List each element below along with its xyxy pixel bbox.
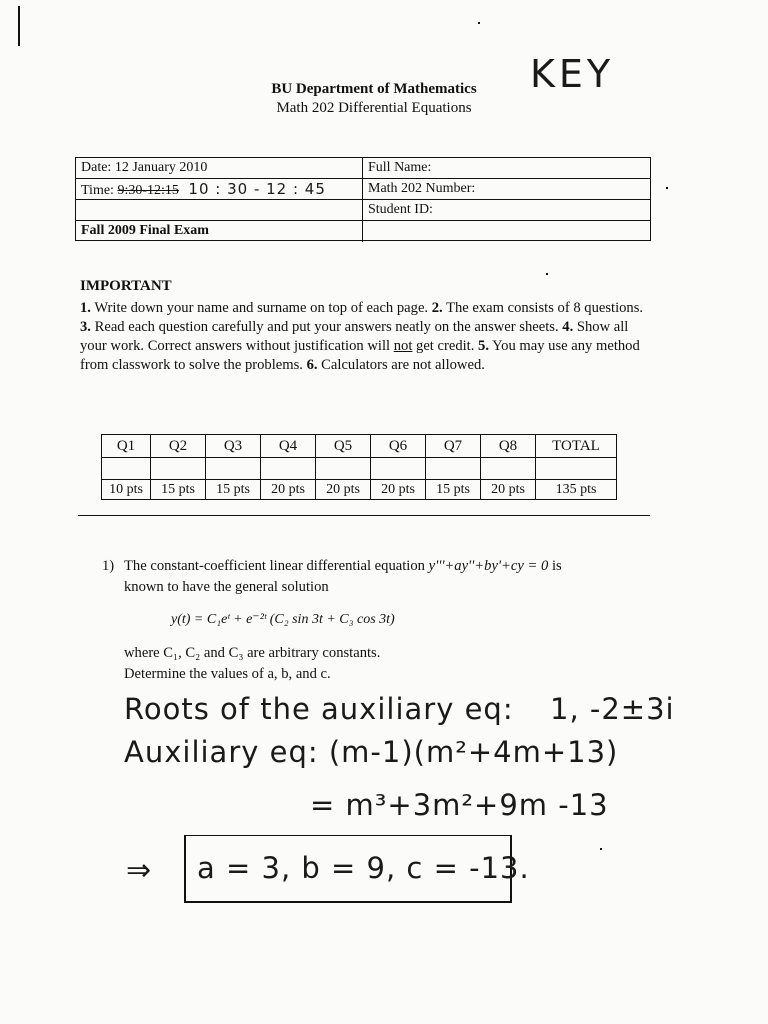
date-cell: Date: 12 January 2010 <box>76 158 363 178</box>
score-header: Q5 <box>316 435 371 458</box>
question-text <box>124 558 562 575</box>
instruction-text: The exam consists of 8 questions. <box>442 300 644 316</box>
handwritten-roots-label: Roots of the auxiliary eq: <box>124 692 514 726</box>
instruction-number: 4. <box>562 319 574 335</box>
score-header: TOTAL <box>536 435 617 458</box>
score-points: 20 pts <box>371 480 426 500</box>
student-id-field[interactable]: Student ID: <box>368 202 433 217</box>
instruction-number: 2. <box>431 300 443 316</box>
scan-edge-mark <box>18 6 20 46</box>
differential-equation: y'''+ay''+by'+cy = 0 <box>428 558 549 574</box>
score-entry-cell[interactable] <box>481 458 536 480</box>
handwritten-auxiliary-equation: Auxiliary eq: (m-1)(m²+4m+13) <box>124 735 619 769</box>
instruction-number: 5. <box>478 338 489 354</box>
time-cell <box>76 179 363 199</box>
implies-arrow-icon: ⇒ <box>126 853 153 888</box>
time-label: Time: <box>81 183 114 198</box>
score-header: Q8 <box>481 435 536 458</box>
score-entry-cell[interactable] <box>102 458 151 480</box>
info-row <box>76 200 650 221</box>
instruction-text: Calculators are not allowed. <box>317 357 485 373</box>
instruction-number: 6. <box>306 357 318 373</box>
score-points-row <box>102 480 617 500</box>
full-name-field[interactable]: Full Name: <box>368 160 432 175</box>
general-solution-formula: y(t) = C₁eᵗ + e⁻²ᵗ (C₂ sin 3t + C₃ cos 3t) <box>171 612 395 627</box>
department-title: BU Department of Mathematics <box>271 81 477 97</box>
score-entry-cell[interactable] <box>371 458 426 480</box>
info-row <box>76 179 650 200</box>
info-row <box>76 158 650 179</box>
score-header: Q2 <box>151 435 206 458</box>
score-points: 20 pts <box>316 480 371 500</box>
empty-cell <box>363 221 650 242</box>
question-text-part: The constant-coefficient linear differential equation <box>124 558 429 574</box>
instructions-paragraph <box>80 299 652 375</box>
scan-speck <box>666 187 668 189</box>
handwritten-roots-values: 1, -2±3i <box>550 692 675 726</box>
score-table <box>101 434 617 500</box>
score-header: Q6 <box>371 435 426 458</box>
score-entry-cell[interactable] <box>206 458 261 480</box>
scan-speck <box>478 22 480 24</box>
score-points: 135 pts <box>536 480 617 500</box>
instruction-number: 3. <box>80 319 91 335</box>
score-entry-cell[interactable] <box>261 458 316 480</box>
score-points: 15 pts <box>151 480 206 500</box>
score-points: 15 pts <box>426 480 481 500</box>
underlined-not: not <box>393 338 413 354</box>
score-header: Q1 <box>102 435 151 458</box>
question-text: where C₁, C₂ and C₃ are arbitrary constants. <box>124 645 381 661</box>
key-handwritten-mark: KEY <box>530 52 615 96</box>
instruction-text: Read each question carefully and put your answers neatly on the answer sheets. <box>90 319 563 335</box>
score-header: Q7 <box>426 435 481 458</box>
score-points: 10 pts <box>102 480 151 500</box>
scan-speck <box>600 848 602 850</box>
exam-name-cell: Fall 2009 Final Exam <box>76 221 363 242</box>
question-text: known to have the general solution <box>124 579 329 595</box>
score-entry-cell[interactable] <box>151 458 206 480</box>
time-struck-original: 9:30-12:15 <box>117 183 179 198</box>
instruction-text: Write down your name and surname on top of each page. <box>90 300 432 316</box>
question-text-part: is <box>548 558 562 574</box>
score-entry-cell[interactable] <box>536 458 617 480</box>
score-entry-cell[interactable] <box>426 458 481 480</box>
question-number: 1) <box>102 558 115 574</box>
handwritten-final-answer: a = 3, b = 9, c = -13. <box>197 851 530 885</box>
instruction-text: get credit. <box>412 338 479 354</box>
empty-cell <box>76 200 363 220</box>
course-title: Math 202 Differential Equations <box>276 100 472 116</box>
instruction-text: Show all your work. Correct answers without justification will <box>80 319 629 354</box>
handwritten-expanded-polynomial: = m³+3m²+9m -13 <box>310 788 609 822</box>
score-points: 20 pts <box>261 480 316 500</box>
score-points: 15 pts <box>206 480 261 500</box>
section-divider <box>78 515 650 516</box>
question-text: Determine the values of a, b, and c. <box>124 666 331 682</box>
score-points: 20 pts <box>481 480 536 500</box>
score-entry-row <box>102 458 617 480</box>
math-number-field[interactable]: Math 202 Number: <box>368 181 476 196</box>
score-header: Q4 <box>261 435 316 458</box>
score-entry-cell[interactable] <box>316 458 371 480</box>
scan-speck <box>546 273 548 275</box>
instruction-number: 1. <box>80 300 91 316</box>
info-row <box>76 221 650 242</box>
score-header-row <box>102 435 617 458</box>
important-heading: IMPORTANT <box>80 278 172 294</box>
score-header: Q3 <box>206 435 261 458</box>
instruction-text: You may use any method from classwork to solve the problems. <box>80 338 640 373</box>
time-handwritten: 10 : 30 - 12 : 45 <box>188 180 326 198</box>
exam-info-table <box>75 157 651 241</box>
